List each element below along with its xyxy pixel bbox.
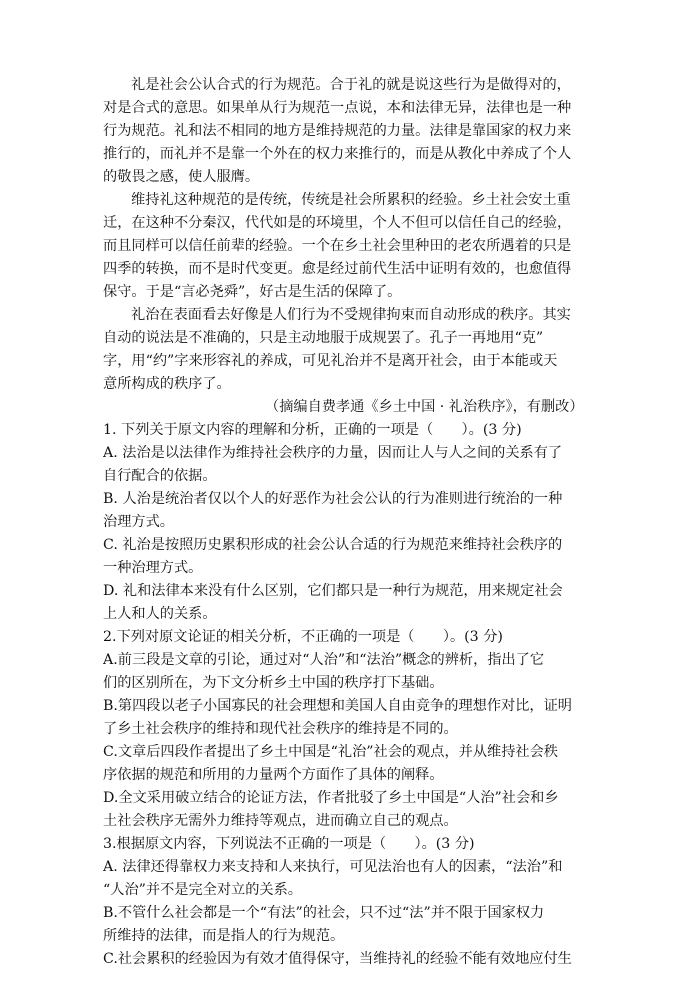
text-line: 推行的，而礼并不是靠一个外在的权力来推行的，而是从教化中养成了个人 bbox=[103, 146, 572, 162]
option-b: B.第四段以老子小国寡民的社会理想和美国人自由竞争的理想作对比，证明 bbox=[103, 698, 572, 714]
question-1 bbox=[103, 419, 633, 626]
option-b-cont: 治理方式。 bbox=[103, 514, 174, 530]
option-d-cont: 上人和人的关系。 bbox=[103, 606, 217, 622]
option-c: C.文章后四段作者提出了乡土中国是“礼治”社会的观点，并从维持社会秩 bbox=[103, 744, 558, 760]
passage bbox=[103, 74, 633, 419]
text-line: 而且同样可以信任前辈的经验。一个在乡土社会里种田的老农所遇着的只是 bbox=[103, 238, 572, 254]
option-a: A.前三段是文章的引论，通过对“人治”和“法治”概念的辨析，指出了它 bbox=[103, 652, 545, 668]
question-3 bbox=[103, 833, 633, 971]
option-a: A. 法律还得靠权力来支持和人来执行，可见法治也有人的因素，“法治”和 bbox=[103, 859, 563, 875]
text-line: 对是合式的意思。如果单从行为规范一点说，本和法律无异，法律也是一种 bbox=[103, 100, 572, 116]
text-line: 四季的转换，而不是时代变更。愈是经过前代生活中证明有效的，也愈值得 bbox=[103, 261, 572, 277]
question-stem: 1. 下列关于原文内容的理解和分析，正确的一项是（ ）。(3 分) bbox=[103, 422, 522, 438]
text-line: 意所构成的秩序了。 bbox=[103, 376, 231, 392]
text-line: 保守。于是“言必尧舜”，好古是生活的保障了。 bbox=[103, 284, 402, 300]
option-d: D.全文采用破立结合的论证方法，作者批驳了乡土中国是“人治”社会和乡 bbox=[103, 790, 559, 806]
option-a: A. 法治是以法律作为维持社会秩序的力量，因而让人与人之间的关系有了 bbox=[103, 445, 563, 461]
text-line: 礼治在表面看去好像是人们行为不受规律拘束而自动形成的秩序。其实 bbox=[131, 307, 571, 323]
question-2 bbox=[103, 626, 633, 833]
text-line: 迁，在这种不分秦汉，代代如是的环境里，个人不但可以信任自己的经验， bbox=[103, 215, 572, 231]
option-c: C.社会累积的经验因为有效才值得保守，当维持礼的经验不能有效地应付生 bbox=[103, 951, 572, 967]
option-c-cont: 序依据的规范和所用的力量两个方面作了具体的阐释。 bbox=[103, 767, 444, 783]
text-line: 的敬畏之感，使人服膺。 bbox=[103, 169, 260, 185]
option-b-cont: 了乡土社会秩序的维持和现代社会秩序的维持是不同的。 bbox=[103, 721, 458, 737]
text-line: 字，用“约”字来形容礼的养成，可见礼治并不是离开社会，由于本能或天 bbox=[103, 353, 558, 369]
option-c: C. 礼治是按照历史累积形成的社会公认合适的行为规范来维持社会秩序的 bbox=[103, 537, 563, 553]
text-line: 行为规范。礼和法不相同的地方是维持规范的力量。法律是靠国家的权力来 bbox=[103, 123, 572, 139]
option-b: B. 人治是统治者仅以个人的好恶作为社会公认的行为准则进行统治的一种 bbox=[103, 491, 563, 507]
option-d: D. 礼和法律本来没有什么区别，它们都只是一种行为规范，用来规定社会 bbox=[103, 583, 563, 599]
option-a-cont: 自行配合的依据。 bbox=[103, 468, 217, 484]
option-b: B.不管什么社会都是一个“有法”的社会，只不过“法”并不限于国家权力 bbox=[103, 905, 545, 921]
text-line: 维持礼这种规范的是传统，传统是社会所累积的经验。乡土社会安土重 bbox=[131, 192, 571, 208]
question-stem: 2.下列对原文论证的相关分析，不正确的一项是（ ）。(3 分) bbox=[103, 629, 503, 645]
text-line: 自动的说法是不准确的，只是主动地服于成规罢了。孔子一再地用“克” bbox=[103, 330, 544, 346]
source-citation: （摘编自费孝通《乡土中国 · 礼治秩序》，有删改） bbox=[265, 399, 584, 415]
paragraph-3 bbox=[103, 304, 633, 396]
question-stem: 3.根据原文内容，下列说法不正确的一项是（ ）。(3 分) bbox=[103, 836, 475, 852]
option-c-cont: 一种治理方式。 bbox=[103, 560, 203, 576]
option-d-cont: 土社会秩序无需外力维持等观点，进而确立自己的观点。 bbox=[103, 813, 458, 829]
text-line: 礼是社会公认合式的行为规范。合于礼的就是说这些行为是做得对的， bbox=[131, 77, 571, 93]
option-b-cont: 所维持的法律，而是指人的行为规范。 bbox=[103, 928, 345, 944]
paragraph-1 bbox=[103, 74, 633, 189]
option-a-cont: “人治”并不是完全对立的关系。 bbox=[103, 882, 302, 898]
document-page bbox=[103, 74, 633, 971]
option-a-cont: 们的区别所在，为下文分析乡土中国的秩序打下基础。 bbox=[103, 675, 444, 691]
paragraph-2 bbox=[103, 189, 633, 304]
